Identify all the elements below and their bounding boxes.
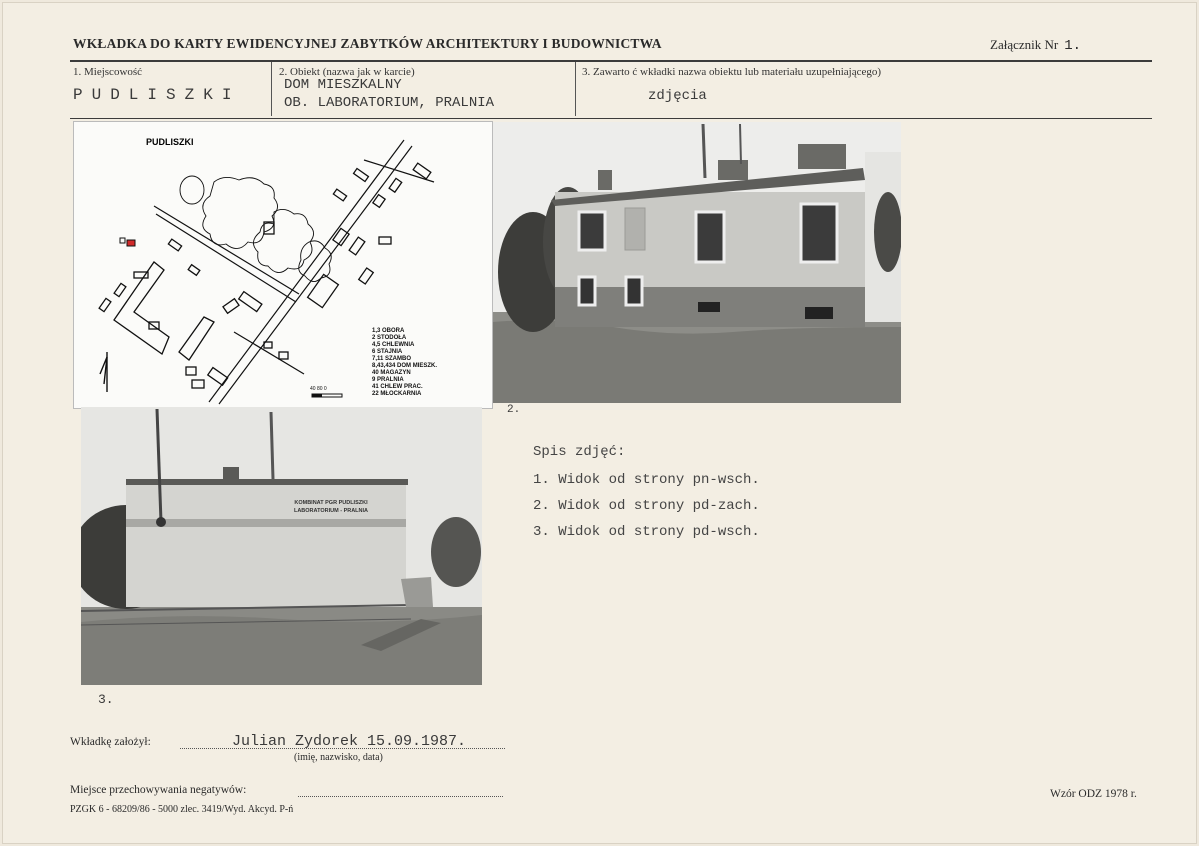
svg-text:4,5 CHLEWNIA: 4,5 CHLEWNIA — [372, 342, 415, 348]
photo-list-item-2: 2. Widok od strony pd-zach. — [533, 498, 760, 514]
laboratory-photo-image — [81, 407, 482, 685]
photo-list-item-1: 1. Widok od strony pn-wsch. — [533, 472, 760, 488]
map-legend — [372, 328, 437, 397]
object-value-line1: DOM MIESZKALNY — [284, 77, 402, 93]
map-scale-bar — [310, 386, 342, 397]
content-value: zdjęcia — [648, 88, 707, 104]
laboratory-sign-line2: LABORATORIUM - PRALNIA — [293, 508, 369, 514]
founded-label: Wkładkę założył: — [70, 736, 151, 748]
attachment-number — [990, 37, 1081, 54]
founded-hint: (imię, nazwisko, data) — [294, 752, 383, 763]
svg-text:40 MAGAZYN: 40 MAGAZYN — [372, 370, 411, 376]
founded-value: Julian Zydorek 15.09.1987. — [232, 733, 467, 750]
locality-value: PUDLISZKI — [73, 86, 241, 104]
object-label: 2. Obiekt (nazwa jak w karcie) — [279, 66, 415, 78]
house-photo-image — [493, 122, 901, 403]
negatives-dotline — [298, 796, 503, 797]
highlighted-building — [127, 240, 135, 246]
attachment-number-value: 1. — [1064, 38, 1082, 54]
photo-list-heading: Spis zdjęć: — [533, 444, 626, 460]
site-map-photo — [73, 121, 493, 409]
attachment-label: Załącznik Nr — [990, 37, 1059, 52]
svg-text:1,3 OBORA: 1,3 OBORA — [372, 328, 405, 334]
field-divider-2 — [575, 62, 576, 116]
locality-label: 1. Miejscowość — [73, 66, 143, 78]
header-rule — [70, 60, 1152, 62]
photo2-caption: 2. — [507, 404, 521, 416]
svg-text:40 80 0: 40 80 0 — [310, 386, 327, 392]
laboratory-photo — [81, 407, 482, 685]
negatives-label: Miejsce przechowywania negatywów: — [70, 784, 247, 796]
photo3-caption: 3. — [98, 692, 114, 707]
svg-text:41 CHLEW PRAC.: 41 CHLEW PRAC. — [372, 384, 423, 390]
card-title: WKŁADKA DO KARTY EWIDENCYJNEJ ZABYTKÓW ARCHITEKTURY I BUDOWNICTWA — [73, 36, 662, 51]
field-row-rule — [70, 118, 1152, 119]
svg-text:8,43,434 DOM MIESZK.: 8,43,434 DOM MIESZK. — [372, 363, 438, 369]
laboratory-sign-line1: KOMBINAT PGR PUDLISZKI — [294, 500, 368, 506]
content-label: 3. Zawarto ć wkładki nazwa obiektu lub materiału uzupełniającego) — [582, 66, 882, 78]
site-map-drawing — [74, 122, 492, 408]
map-title: PUDLISZKI — [146, 137, 194, 147]
photo-list-item-3: 3. Widok od strony pd-wsch. — [533, 524, 760, 540]
print-info: PZGK 6 - 68209/86 - 5000 zlec. 3419/Wyd. Akcyd. P-ń — [70, 804, 294, 815]
svg-text:2 STODOŁA: 2 STODOŁA — [372, 335, 407, 341]
field-divider-1 — [271, 62, 272, 116]
model-info: Wzór ODZ 1978 r. — [1050, 788, 1137, 800]
house-photo — [493, 122, 901, 403]
svg-text:6 STAJNIA: 6 STAJNIA — [372, 349, 403, 355]
svg-text:22 MŁOCKARNIA: 22 MŁOCKARNIA — [372, 391, 422, 397]
north-arrow-icon — [100, 352, 107, 392]
svg-text:7,11 SZAMBO: 7,11 SZAMBO — [372, 356, 412, 362]
object-value-line2: OB. LABORATORIUM, PRALNIA — [284, 95, 495, 111]
svg-text:9 PRALNIA: 9 PRALNIA — [372, 377, 404, 383]
